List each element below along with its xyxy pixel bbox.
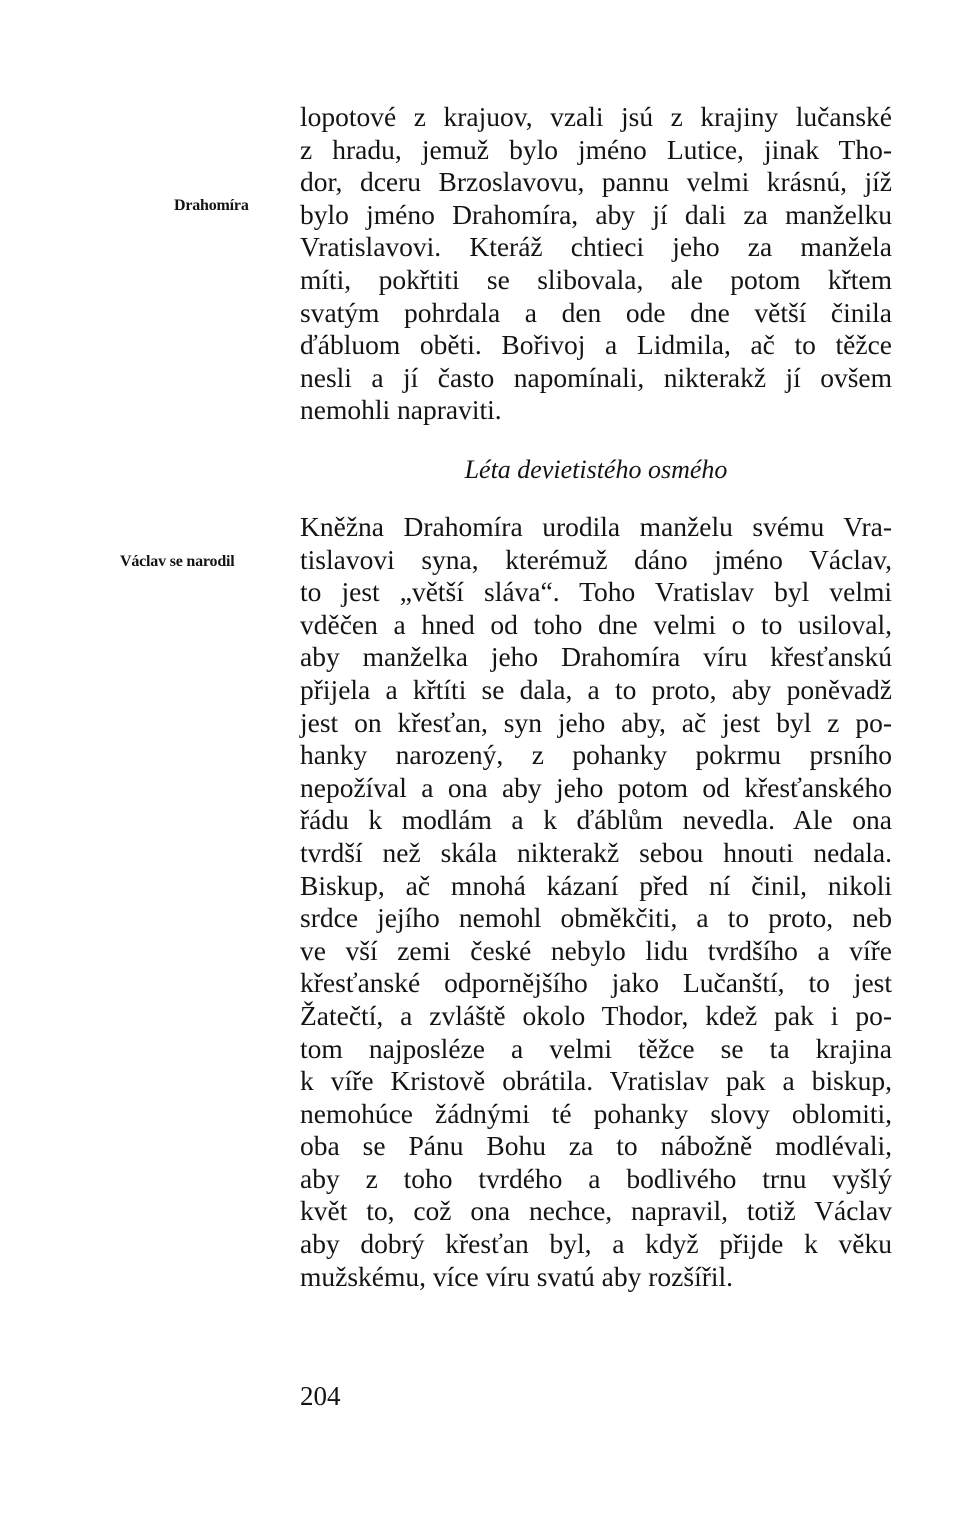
text-line: Vratislavovi. Kteráž chtieci jeho za manžela [300, 231, 892, 263]
text-line: nemohúce žádnými té pohanky slovy oblomiti, [300, 1097, 892, 1129]
text-line: nemohli napraviti. [300, 394, 502, 426]
text-line: k víře Kristově obrátila. Vratislav pak a biskup, [300, 1065, 892, 1097]
text-line: tvrdší než skála nikterakž sebou hnouti nedala. [300, 836, 892, 868]
text-line: vděčen a hned od toho dne velmi o to usiloval, [300, 608, 892, 640]
section-heading: Léta devietistého osmého [464, 455, 728, 484]
paragraph-1 [300, 101, 892, 427]
text-line: nesli a jí často napomínali, nikterakž jí ovšem [300, 361, 892, 393]
text-line: svatým pohrdala a den ode dne větší činila [300, 296, 892, 328]
text-line: srdce jejího nemohl obměkčiti, a to proto, neb [300, 902, 892, 934]
margin-note-drahomira: Drahomíra [174, 197, 249, 214]
text-line: míti, pokřtiti se slibovala, ale potom křtem [300, 263, 892, 295]
text-line: řádu k modlám a k ďáblům nevedla. Ale ona [300, 804, 892, 836]
text-line: nepožíval a ona aby jeho potom od křesťanského [300, 771, 892, 803]
text-line: křesťanské odpornějšího jako Lučanští, to jest [300, 967, 892, 999]
text-line: lopotové z krajuov, vzali jsú z krajiny lučanské [300, 101, 892, 132]
text-line: mužskému, více víru svatú aby rozšířil. [300, 1260, 734, 1292]
text-line: tom najposléze a velmi těžce se ta krajina [300, 1032, 892, 1064]
text-line: tislavovi syna, kterémuž dáno jméno Václav, [300, 543, 892, 575]
text-line: květ to, což ona nechce, napravil, totiž Václav [300, 1195, 892, 1227]
text-line: dor, dceru Brzoslavovu, pannu velmi krásnú, jíž [300, 166, 892, 198]
text-line: oba se Pánu Bohu za to nábožně modlévali, [300, 1130, 892, 1162]
text-line: aby dobrý křesťan byl, a když přijde k věku [300, 1228, 892, 1260]
paragraph-2 [300, 511, 892, 1293]
text-line: ve vší zemi české nebylo lidu tvrdšího a víře [300, 934, 892, 966]
text-line: Žatečtí, a zvláště okolo Thodor, kdež pak i po- [300, 999, 892, 1031]
text-line: to jest „větší sláva“. Toho Vratislav byl velmi [300, 576, 892, 608]
text-line: aby manželka jeho Drahomíra víru křesťanskú [300, 641, 892, 673]
text-line: bylo jméno Drahomíra, aby jí dali za manželku [300, 198, 892, 230]
text-line: hanky narozený, z pohanky pokrmu prsního [300, 739, 892, 771]
text-line: přijela a křtíti se dala, a to proto, aby poněvadž [300, 673, 892, 705]
text-line: Biskup, ač mnohá kázaní před ní činil, nikoli [300, 869, 892, 901]
margin-note-vaclav-se-narodil: Václav se narodil [120, 553, 235, 570]
text-line: Kněžna Drahomíra urodila manželu svému Vra- [300, 511, 892, 542]
text-line: jest on křesťan, syn jeho aby, ač jest byl z po- [300, 706, 892, 738]
page-number: 204 [300, 1381, 341, 1411]
text-line: aby z toho tvrdého a bodlivého trnu vyšlý [300, 1162, 892, 1194]
text-line: z hradu, jemuž bylo jméno Lutice, jinak Tho- [300, 133, 892, 165]
text-line: ďábluom oběti. Bořivoj a Lidmila, ač to těžce [300, 329, 892, 361]
